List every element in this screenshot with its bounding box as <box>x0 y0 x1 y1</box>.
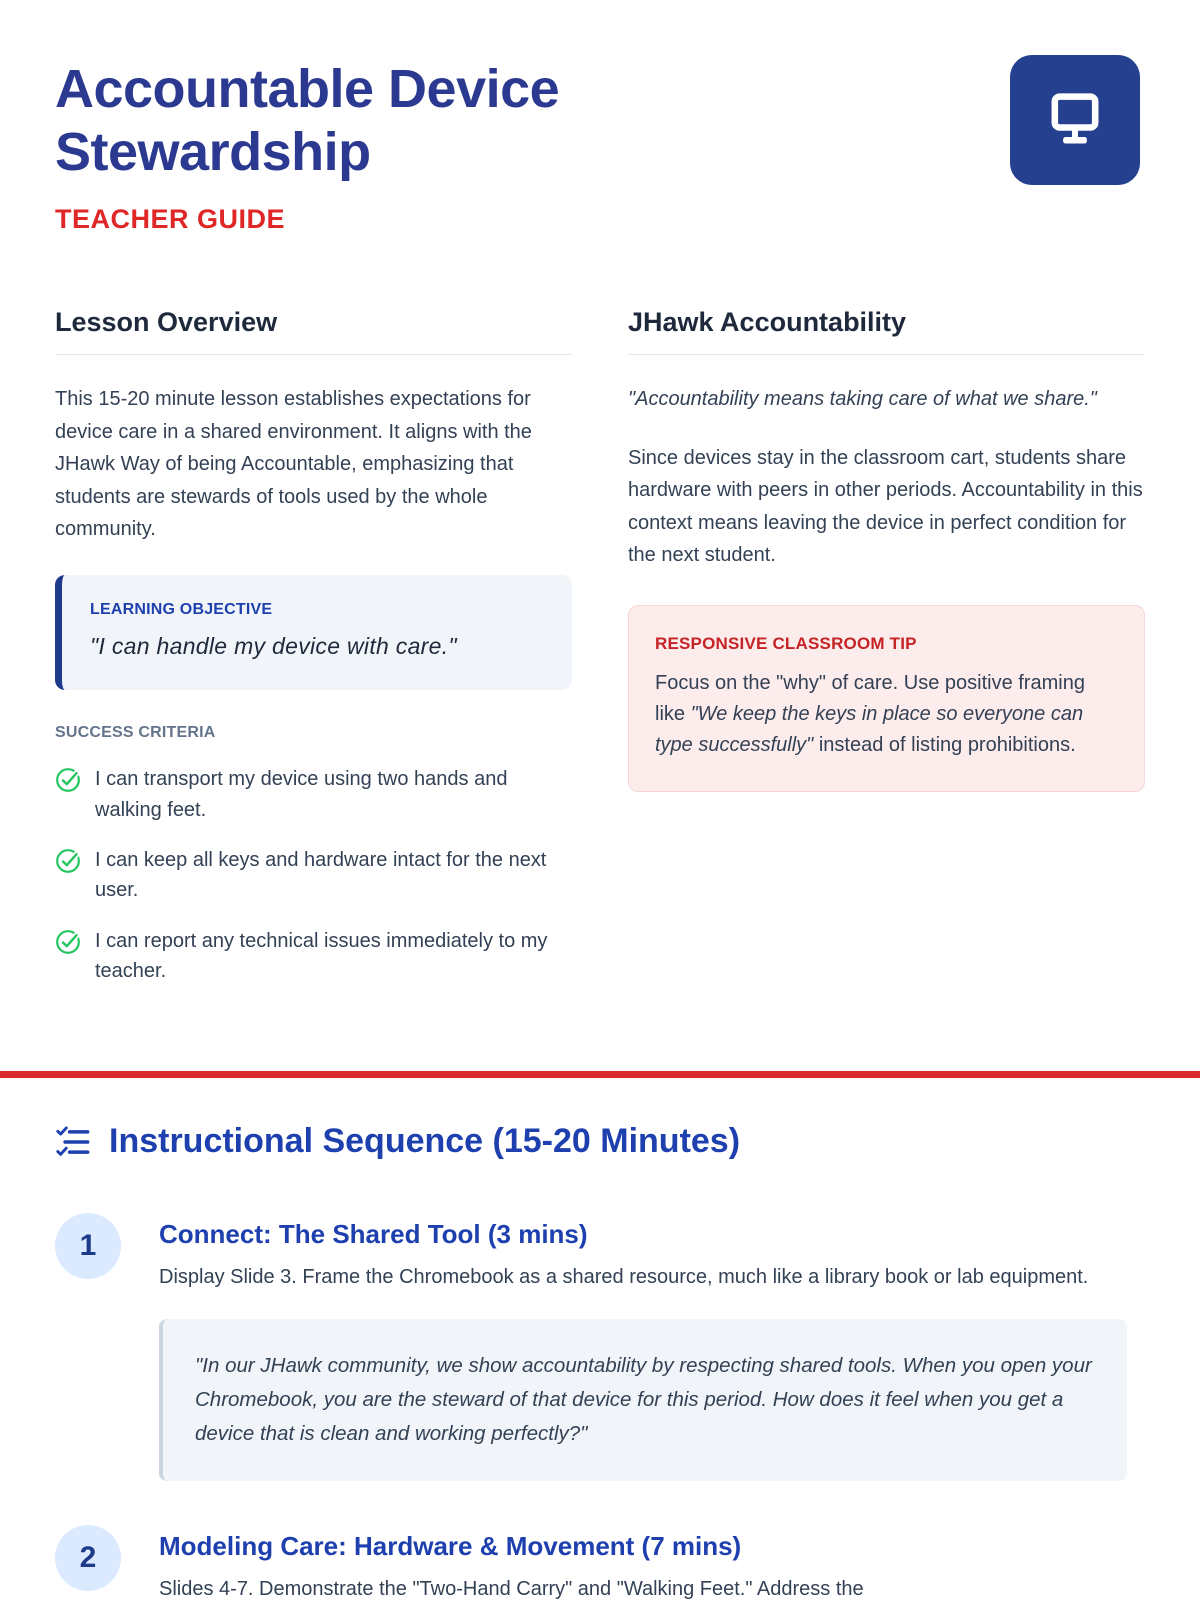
learning-objective-callout <box>55 575 572 690</box>
check-circle-icon <box>55 767 81 802</box>
step-1-body <box>159 1213 1145 1481</box>
monitor-icon <box>1037 80 1113 161</box>
sequence-heading: Instructional Sequence (15-20 Minutes) <box>109 1122 741 1160</box>
jhawk-accountability-heading: JHawk Accountability <box>628 307 1145 355</box>
list-item <box>55 845 572 906</box>
success-criteria-list <box>55 764 572 986</box>
learning-objective-quote: "I can handle my device with care." <box>90 633 457 660</box>
step-1 <box>55 1213 1145 1481</box>
step-2-body <box>159 1525 1145 1605</box>
tip-text <box>655 668 1118 761</box>
header <box>55 58 1145 235</box>
lesson-overview-body: This 15-20 minute lesson establishes expectations for device care in a shared environment. It aligns with the JHawk Way of being Accountable, emphasizing that students are stewards of tools used by the whole community. <box>55 388 532 540</box>
step-2-text: Slides 4-7. Demonstrate the "Two-Hand Carry" and "Walking Feet." Address the <box>159 1578 864 1601</box>
check-circle-icon <box>55 848 81 883</box>
instructional-sequence-section <box>0 1078 1200 1605</box>
step-2 <box>55 1525 1145 1605</box>
learning-objective-label: LEARNING OBJECTIVE <box>90 601 273 619</box>
tip-text-italic: "We keep the keys in place so everyone can type successfully" <box>655 703 1084 757</box>
device-badge <box>1010 55 1140 185</box>
step-number-badge: 2 <box>55 1525 121 1591</box>
accountability-body: Since devices stay in the classroom cart, students share hardware with peers in other periods. Accountability in this context means leaving the device in perfect condition for the next student. <box>628 446 1143 566</box>
section-divider <box>0 1071 1200 1078</box>
tip-text-after: instead of listing prohibitions. <box>813 734 1076 757</box>
overview-columns <box>55 307 1145 1006</box>
step-1-text: Display Slide 3. Frame the Chromebook as a shared resource, much like a library book or lab equipment. <box>159 1266 1089 1288</box>
criteria-item-text: I can keep all keys and hardware intact for the next user. <box>95 849 547 902</box>
lesson-overview-column <box>55 307 572 1006</box>
list-item <box>55 926 572 987</box>
step-1-script-quote: "In our JHawk community, we show accountability by respecting shared tools. When you open your Chromebook, you are the steward of that device for this period. How does it feel when you get a device that is clean and working perfectly?" <box>159 1319 1127 1481</box>
checklist-icon <box>55 1124 91 1160</box>
page-subtitle: TEACHER GUIDE <box>55 204 286 235</box>
sequence-heading-row <box>55 1122 1145 1161</box>
step-number-badge: 1 <box>55 1213 121 1279</box>
jhawk-accountability-column <box>628 307 1145 1006</box>
lesson-overview-heading: Lesson Overview <box>55 307 572 355</box>
check-circle-icon <box>55 929 81 964</box>
tip-text-before: Focus on the "why" of care. Use positive framing like <box>655 672 1085 726</box>
list-item <box>55 764 572 825</box>
criteria-item-text: I can report any technical issues immediately to my teacher. <box>95 929 548 983</box>
page-title: Accountable Device Stewardship <box>55 59 560 183</box>
accountability-quote: "Accountability means taking care of what we share." <box>628 388 1097 411</box>
criteria-item-text: I can transport my device using two hands and walking feet. <box>95 768 508 821</box>
step-2-title: Modeling Care: Hardware & Movement (7 mins) <box>159 1531 742 1562</box>
tip-label: RESPONSIVE CLASSROOM TIP <box>655 634 917 654</box>
success-criteria-label: SUCCESS CRITERIA <box>55 724 216 742</box>
responsive-classroom-tip-callout <box>628 605 1145 792</box>
step-1-title: Connect: The Shared Tool (3 mins) <box>159 1219 588 1249</box>
